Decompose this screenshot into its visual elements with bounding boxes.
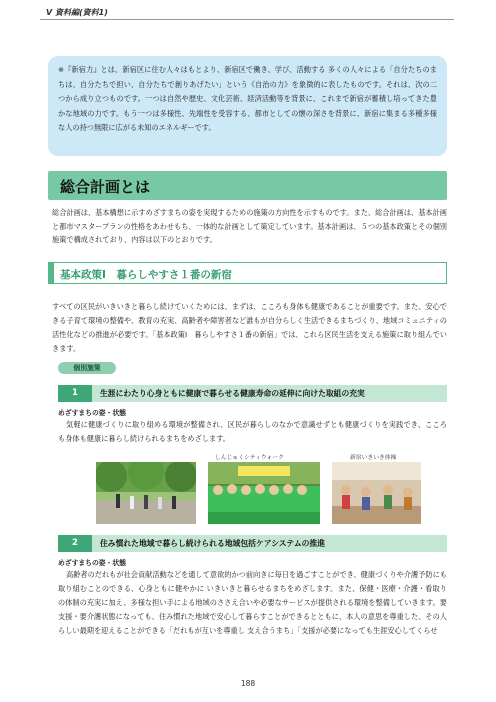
measure-2-heading [58,535,447,552]
policy-text: すべての区民がいきいきと暮らし続けていくためには、まずは、こころも身体も健康であることが重要です。また、安心できる子育て環境の整備や、教育の充実、高齢者や障害者など誰もが自分らしく生活できるまちづくり、地域コミュニティの活性化などの推進が必要です。「基本政策Ⅰ 暮らしやすさ１番の新宿」では、これら区民生活を支える施策に取り組んでいきます。 [52,302,447,353]
shinjuku-power-note [48,56,447,156]
measure-1-title: 生涯にわたり心身ともに健康で暮らせる健康寿命の延伸に向けた取組の充実 [100,389,365,398]
measure-2-number: 2 [58,535,92,552]
page-number: 188 [240,679,256,688]
individual-measures-label: 個別施策 [58,362,116,374]
header-rule [40,19,454,20]
photo-caption-exercise: 新宿いきいき体操 [350,455,397,461]
section-title-bar [48,171,447,200]
measure-1-subhead: めざすまちの姿・状態 [58,409,126,417]
measure-1-number: 1 [58,385,92,402]
group-walk-photo [208,462,320,524]
intro-text: 総合計画は、基本構想に示すめざすまちの姿を実現するための施策の方向性を示すものです。また、総合計画は、基本計画と都市マスタープランの性格をあわせもち、一体的な計画として策定しています。基本計画は、５つの基本政策とその個別施策で構成されており、内容は以下のとおりです。 [52,208,447,244]
policy-title: 基本政策Ⅰ 暮らしやすさ１番の新宿 [60,269,232,281]
measure-2-text: 高齢者のだれもが社会貢献活動などを通して意欲的かつ前向きに毎日を過ごすことができ、健康づくりや介護予防にも取り組むことのできる、心身ともに健やかに いきいきと暮らせるまちをめざします。また、保健・医療・介護・看取りの体制の充実に加え、多様な担い手による地域のささえ合いや必要なサービスが提供される環境を整備していきます。要支援・要介護状態になっても、住み慣れた地域で安心して暮らすことができるとともに、本人の意思を尊重した、その人らしい最期を迎えることができる「だれもが互いを尊重し 支え合うまち」「支援が必要になっても生涯安心してくらせ [58,570,447,635]
park-walk-photo [96,462,196,524]
measure-1-heading [58,385,447,402]
running-header [40,6,454,20]
section-intro [52,206,447,247]
photo-caption-walk: しんじゅくシティウォーク [215,455,284,461]
section-title: 総合計画とは [60,178,151,196]
measure-1-text: 気軽に健康づくりに取り組める環境が整備され、区民が暮らしのなかで意識せずとも健康づくりを実践でき、こころも身体も健康に暮らし続けられるまちをめざします。 [58,420,447,443]
measure-2-subhead: めざすまちの姿・状態 [58,559,126,567]
measure-2-title: 住み慣れた地域で暮らし続けられる地域包括ケアシステムの推進 [100,539,326,548]
policy-heading [48,262,447,284]
policy-description [52,300,447,356]
exercise-class-photo [332,462,421,524]
note-text: ※『新宿力』とは、新宿区に住む人々はもとより、新宿区で働き、学び、活動する 多くの人々による「自分たちのまちは、自分たちで担い、自分たちで創りあげたい」という《自治の力》を象徴的に表したものです。それは、次の二つから成り立つものです。一つは自然や歴史、文化芸術、経済活動等を背景に、これまで新宿が蓄積し培ってきた豊かな地域の力です。もう一つは多様性、先端性を受容する、都市としての懐の深さを背景に、新宿に集まる多種多様な人の持つ無限に広がる未知のエネルギーです。 [58,65,437,133]
header-title: Ⅴ 資料編(資料1) [46,8,108,17]
